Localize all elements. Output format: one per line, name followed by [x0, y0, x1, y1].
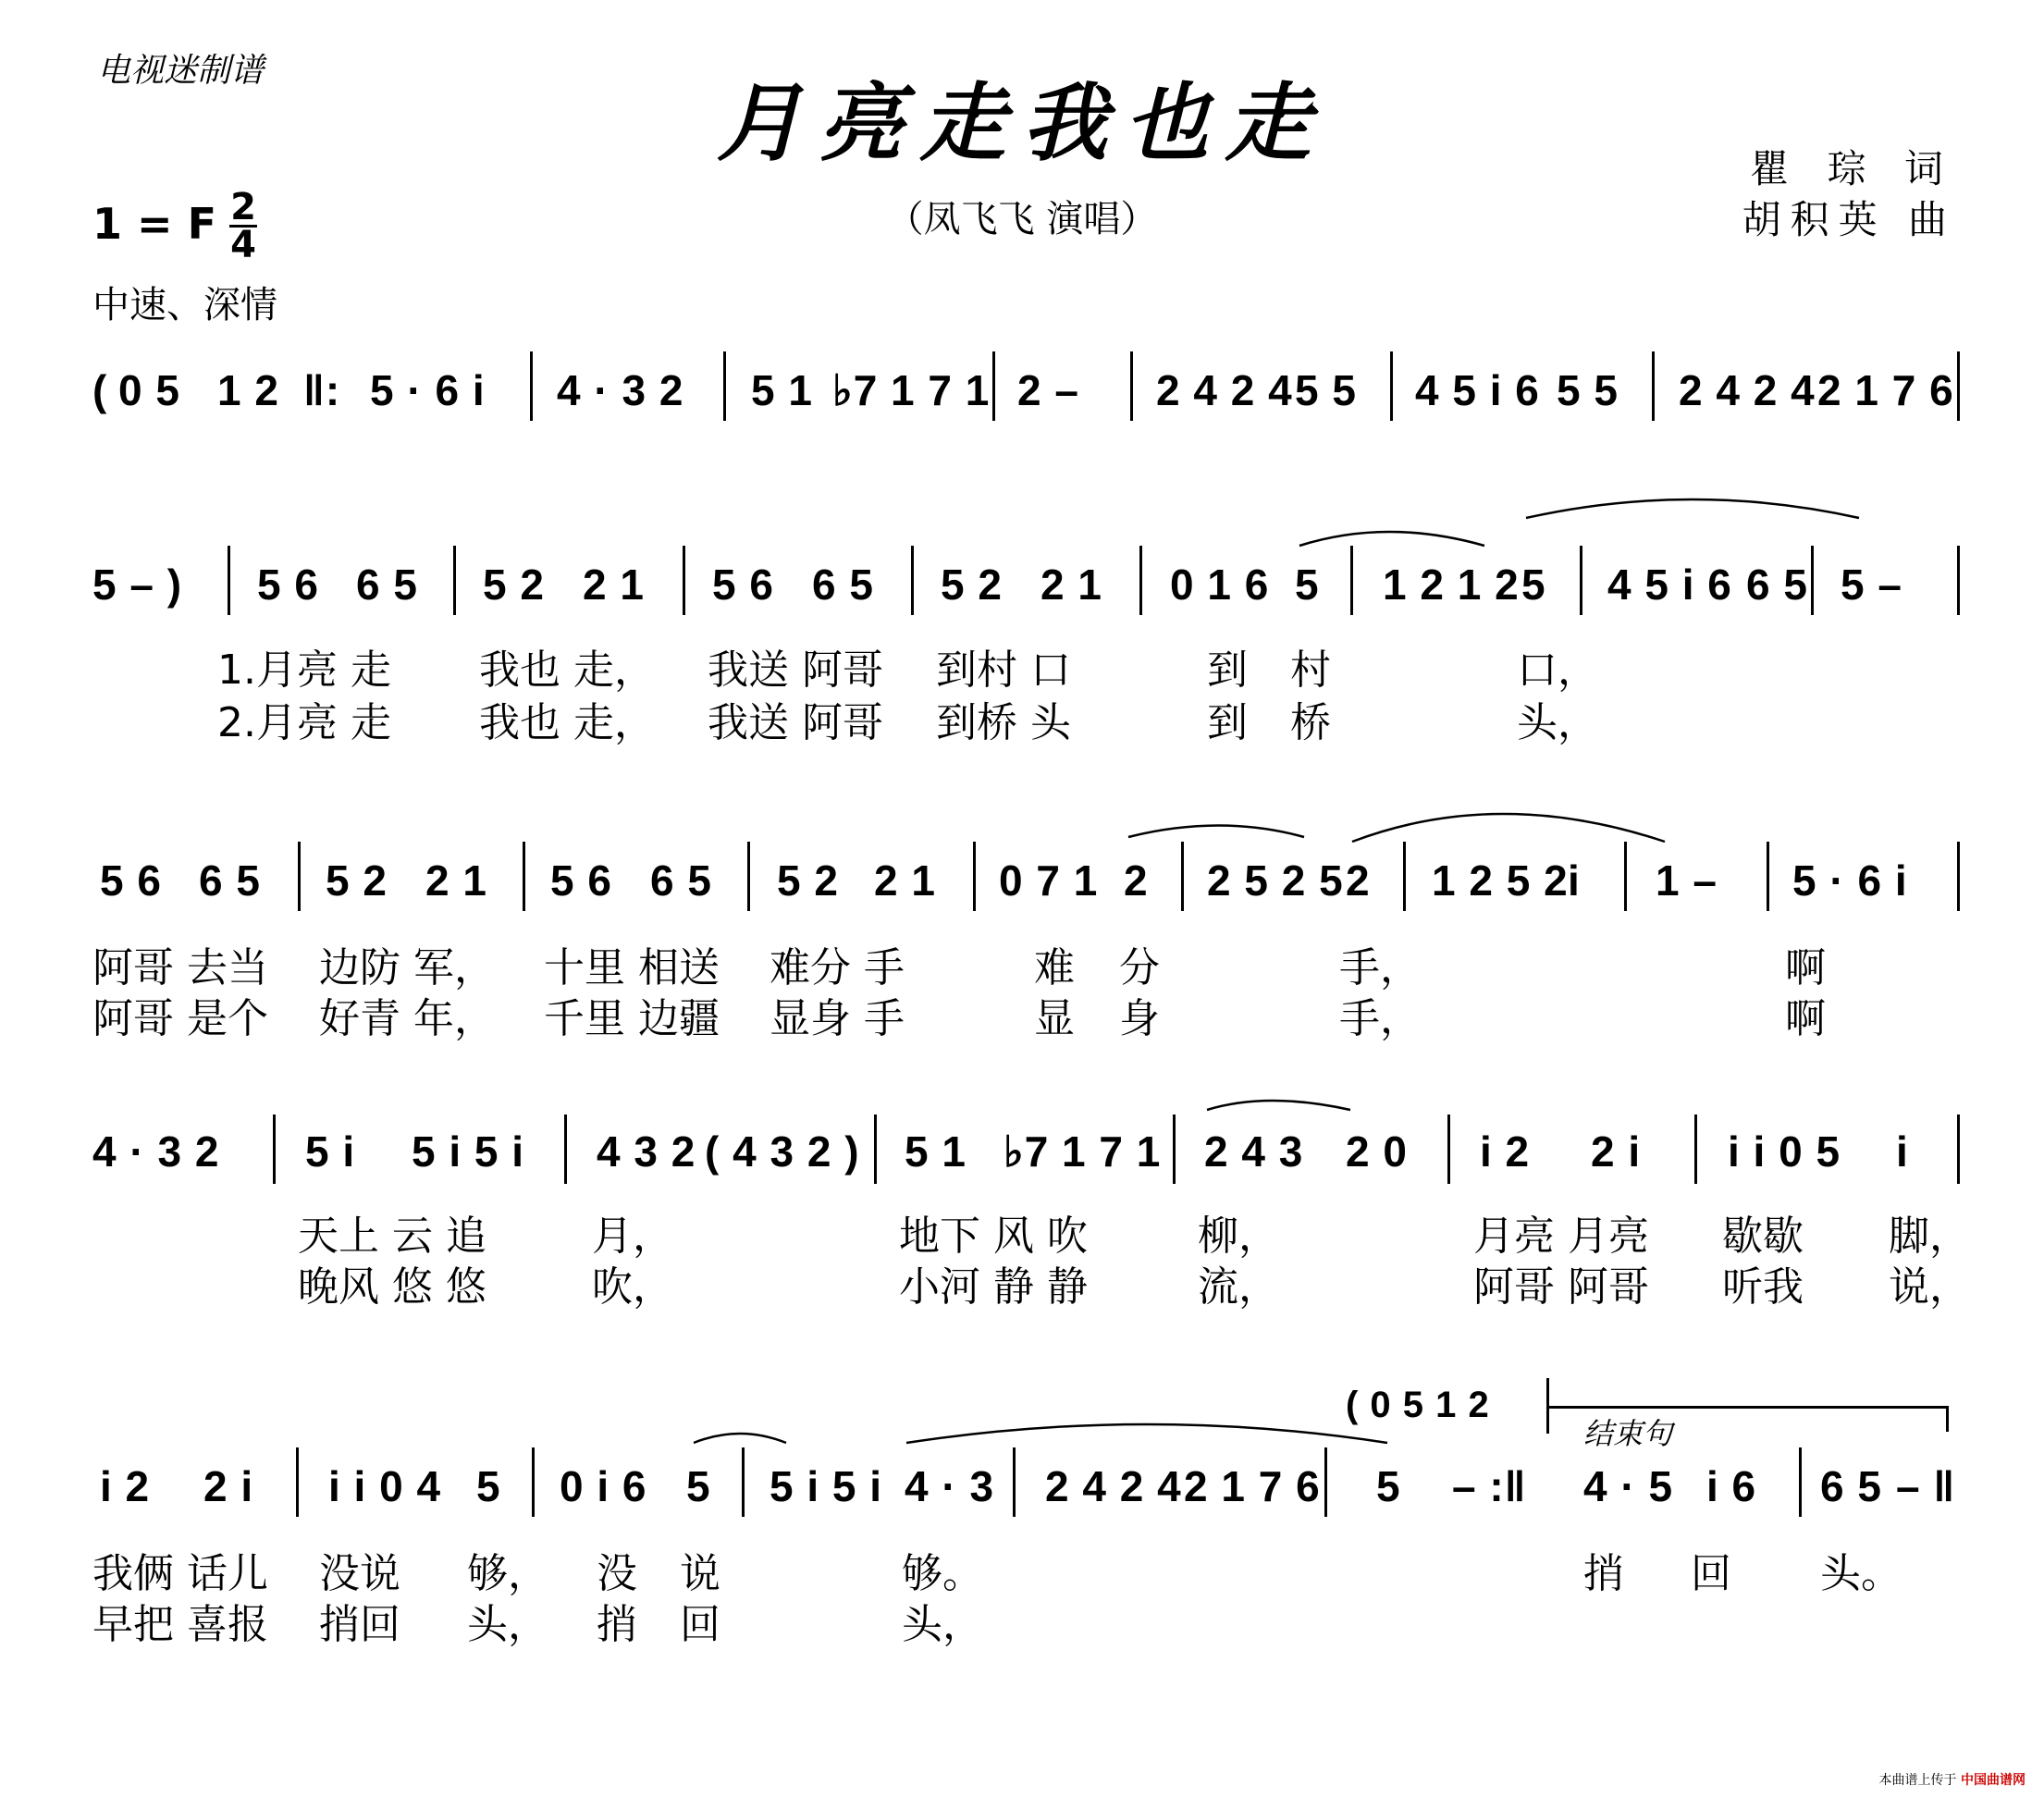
note: 2 4 2 4: [1045, 1462, 1182, 1510]
lyric: 我送 阿哥: [708, 699, 883, 746]
note: 4 · 3 2: [557, 366, 684, 414]
lyric: 月亮 月亮: [1473, 1213, 1649, 1260]
note: 0 i 6: [560, 1462, 647, 1510]
slur: [1128, 826, 1304, 838]
lyric: 显: [1034, 995, 1075, 1042]
note: 2 i: [203, 1462, 254, 1510]
lyric: 好青 年，: [319, 995, 495, 1042]
tempo-marking: 中速、深情: [92, 284, 277, 326]
note: 1 2 1 2: [1383, 560, 1520, 609]
lyric: 分: [1119, 944, 1160, 991]
lyric: 月，: [592, 1213, 673, 1260]
note: 2 1: [874, 856, 936, 905]
slur: [1526, 499, 1859, 518]
lyric: 到: [1207, 647, 1248, 694]
note: 5 5: [1557, 366, 1619, 414]
lyric: 说，: [1889, 1263, 1970, 1311]
pickup-notes: ( 0 5 1 2: [1346, 1385, 1490, 1425]
note: 0 1 6: [1170, 560, 1270, 609]
lyric: 吹，: [592, 1263, 673, 1311]
lyric: 够，: [467, 1550, 548, 1597]
note: 5 5: [1295, 366, 1357, 414]
lyric: 十里 相送: [544, 944, 720, 991]
note: 5: [476, 1462, 501, 1510]
lyric: 柳，: [1198, 1213, 1279, 1260]
note: 4 · 3 2: [92, 1127, 220, 1176]
note: 2 1: [583, 560, 645, 609]
note: 2 1 7 6: [1184, 1462, 1321, 1510]
note: 5 · 6 i: [370, 366, 486, 414]
note: 2 0: [1346, 1127, 1408, 1176]
note: ( 4 3 2 ): [705, 1127, 860, 1176]
lyric: 口，: [1517, 647, 1598, 694]
credit-text: 电视迷制谱: [97, 52, 265, 90]
note: 2 4 2 4: [1679, 366, 1816, 414]
note: 6 5: [650, 856, 712, 905]
lyric: 够。: [902, 1550, 983, 1597]
note: i i 0 4: [328, 1462, 442, 1510]
note: 5 1: [751, 366, 813, 414]
lyric: 阿哥 阿哥: [1473, 1263, 1649, 1311]
lyric: 2.月亮 走: [217, 699, 391, 746]
lyric: 身: [1119, 995, 1160, 1042]
lyric: 村: [1290, 647, 1331, 694]
note: 5 i 5 i: [412, 1127, 525, 1176]
note: i i 0 5: [1728, 1127, 1841, 1176]
note: 5 2: [483, 560, 545, 609]
lyric: 阿哥 去当: [92, 944, 268, 991]
note: 5: [686, 1462, 711, 1510]
footer: [1879, 1770, 2026, 1789]
note: 4 5 i 6: [1607, 560, 1732, 609]
note: 5 6: [712, 560, 774, 609]
lyric: 头，: [467, 1601, 548, 1648]
note: 5: [1376, 1462, 1401, 1510]
note: 2 1: [1040, 560, 1102, 609]
note: 2: [1124, 856, 1149, 905]
performer: （凤飞飞 演唱）: [886, 198, 1158, 240]
slur: [906, 1424, 1387, 1443]
note: 0 5: [118, 366, 180, 414]
note: 5 · 6 i: [1792, 856, 1908, 905]
lyric: 说: [680, 1550, 720, 1597]
lyric: 流，: [1198, 1263, 1279, 1311]
lyric: 到村 口: [936, 647, 1071, 694]
lyric: 听我: [1722, 1263, 1804, 1311]
note: 5 – ): [92, 560, 183, 609]
lyric: 天上 云 追: [298, 1213, 486, 1260]
lyric: 没: [597, 1550, 637, 1597]
lyric: 到桥 头: [936, 699, 1071, 746]
lyric: 手，: [1339, 995, 1421, 1042]
song-title: 月亮走我也走: [716, 73, 1327, 173]
note: 4 · 5: [1583, 1462, 1674, 1510]
note: 1 –: [1656, 856, 1718, 905]
note: 2 5 2 5: [1207, 856, 1344, 905]
note: ♭7 1 7 1: [1004, 1127, 1162, 1176]
composer: 胡积英 曲: [1742, 197, 1956, 242]
lyric: 桥: [1290, 699, 1331, 746]
lyric: 我也 走，: [479, 647, 655, 694]
note: 5: [1521, 560, 1546, 609]
note: 2 i: [1591, 1127, 1642, 1176]
note: i 2: [100, 1462, 151, 1510]
lyric: 1.月亮 走: [217, 647, 391, 694]
note: 5 2: [777, 856, 839, 905]
lyric: 我也 走，: [479, 699, 655, 746]
lyric: 晚风 悠 悠: [298, 1263, 486, 1311]
slur: [1352, 814, 1665, 842]
lyric: 歇歇: [1722, 1213, 1804, 1260]
ending-label: 结束句: [1583, 1416, 1673, 1451]
lyric: 显身 手: [770, 995, 905, 1042]
slur: [1299, 532, 1484, 546]
lyric: 我俩 话儿: [92, 1550, 268, 1597]
note: 6 5: [356, 560, 418, 609]
lyric: 阿哥 是个: [92, 995, 268, 1042]
note: 2 1: [425, 856, 487, 905]
lyric: 头。: [1820, 1550, 1902, 1597]
note: 5 6: [257, 560, 319, 609]
note: 5 6: [550, 856, 612, 905]
lyric: 难分 手: [770, 944, 905, 991]
lyric: 难: [1034, 944, 1075, 991]
lyric: 捎: [1583, 1550, 1624, 1597]
note: 5 1: [905, 1127, 967, 1176]
note: 5 2: [941, 560, 1003, 609]
note: ♭7 1 7 1: [832, 366, 991, 414]
lyric: 早把 喜报: [92, 1601, 268, 1648]
slur: [694, 1434, 786, 1443]
final-barline: – ‖: [1896, 1462, 1956, 1510]
note: i 2: [1480, 1127, 1531, 1176]
lyricist: 瞿 琮 词: [1750, 146, 1956, 191]
repeat-start: ‖:: [303, 366, 341, 414]
note: 4 5 i 6: [1415, 366, 1540, 414]
note: i 6: [1706, 1462, 1757, 1510]
lyric: 地下 风 吹: [899, 1213, 1088, 1260]
footer-text: 本曲谱上传于: [1878, 1773, 1957, 1788]
lyric: 啊: [1785, 944, 1826, 991]
note: (: [92, 366, 108, 414]
note: 5 6: [100, 856, 162, 905]
note: 1 2 5 2: [1432, 856, 1569, 905]
note: 5 i 5 i: [770, 1462, 883, 1510]
time-sig-top: 2: [230, 186, 256, 228]
repeat-end: – :‖: [1452, 1462, 1527, 1510]
lyric: 头，: [1517, 699, 1598, 746]
note: 2 1 7 6: [1817, 366, 1954, 414]
lyric: 小河 静 静: [899, 1263, 1088, 1311]
note: 6 5: [812, 560, 874, 609]
note: 5 –: [1841, 560, 1902, 609]
note: 6 5: [1746, 560, 1808, 609]
note: i: [1568, 856, 1581, 905]
note: 2: [1346, 856, 1371, 905]
note: 5 i: [305, 1127, 356, 1176]
note: 1 2: [217, 366, 279, 414]
lyric: 千里 边疆: [544, 995, 720, 1042]
note: 2 4 2 4: [1156, 366, 1293, 414]
lyric: 我送 阿哥: [708, 647, 883, 694]
key-signature: 1 = F: [92, 199, 217, 249]
lyric: 啊: [1785, 995, 1826, 1042]
footer-site[interactable]: 中国曲谱网: [1961, 1773, 2026, 1788]
lyric: 边防 军，: [319, 944, 495, 991]
note: 4 · 3: [905, 1462, 995, 1510]
note: i: [1896, 1127, 1909, 1176]
lyric: 捎回: [319, 1601, 400, 1648]
slur: [1207, 1101, 1350, 1110]
lyric: 手，: [1339, 944, 1421, 991]
lyric: 捎: [597, 1601, 637, 1648]
lyric: 头，: [902, 1601, 983, 1648]
note: 6 5: [1820, 1462, 1882, 1510]
note: 6 5: [199, 856, 261, 905]
note: 4 3 2: [597, 1127, 696, 1176]
lyric: 没说: [319, 1550, 400, 1597]
note: 0 7 1: [999, 856, 1099, 905]
lyric: 到: [1207, 699, 1248, 746]
time-sig-bottom: 4: [230, 224, 256, 266]
note: 2 4 3: [1204, 1127, 1304, 1176]
lyric: 回: [680, 1601, 720, 1648]
note: 5: [1295, 560, 1320, 609]
note: 5 2: [326, 856, 388, 905]
note: 2 –: [1017, 366, 1079, 414]
lyric: 回: [1691, 1550, 1731, 1597]
lyric: 脚，: [1889, 1213, 1970, 1260]
